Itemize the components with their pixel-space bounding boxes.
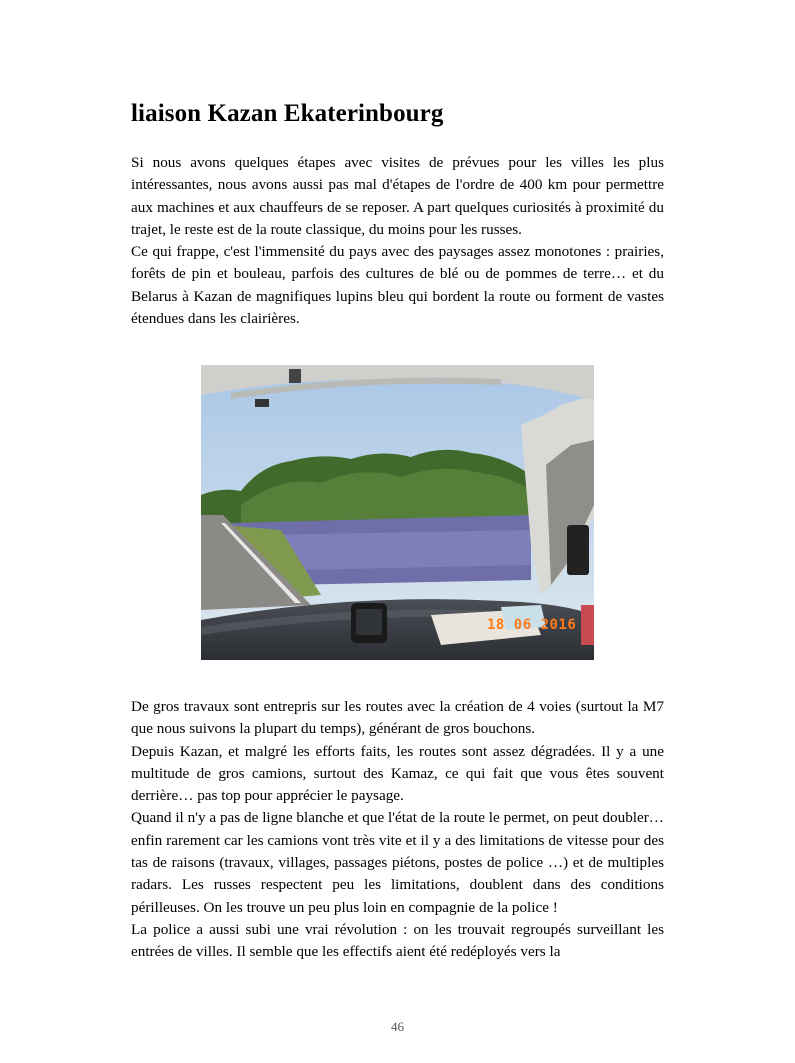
page-number: 46 (391, 1019, 404, 1034)
paragraph: Quand il n'y a pas de ligne blanche et que l'état de la route le permet, on peut doubler… enfin rarement car les camions vont très vite et il y a des limitations de vitesse pour des tas de raisons (travaux, villages, passages piétons, postes de police …) et de multiples radars. Les russes respectent peu les limitations, doublent dans des conditions périlleuses. On les trouve un peu plus loin en compagnie de la police ! (131, 809, 664, 916)
paragraph: De gros travaux sont entrepris sur les routes avec la création de 4 voies (surtout la M7 que nous suivons la plupart du temps), générant de gros bouchons. (131, 698, 664, 738)
paragraph: La police a aussi subi une vrai révolution : on les trouvait regroupés surveillant les entrées de villes. Il semble que les effectifs aient été redéployés vers la (131, 920, 664, 961)
paragraph: Depuis Kazan, et malgré les efforts faits, les routes sont assez dégradées. Il y a une multitude de gros camions, surtout des Kamaz, ce qui fait que vous êtes souvent derrière… pas top pour apprécier le paysage. (131, 742, 664, 805)
text-block-top (131, 152, 664, 330)
paragraph: Ce qui frappe, c'est l'immensité du pays avec des paysages assez monotones : prairies, forêts de pin et bouleau, parfois des cultures de blé ou de pommes de terre… et du Belarus à Kazan de magnifiques lupins bleu qui bordent la route ou forment de vastes étendues dans les clairières. (131, 243, 664, 328)
photo-date-stamp: 18 06 2016 (487, 617, 577, 633)
page-title: liaison Kazan Ekaterinbourg (131, 100, 444, 127)
text-block-bottom (131, 696, 664, 964)
road-photo (201, 365, 594, 660)
paragraph: Si nous avons quelques étapes avec visites de prévues pour les villes les plus intéressantes, nous avons aussi pas mal d'étapes de l'ordre de 400 km pour permettre aux machines et aux chauffeurs de se reposer. A part quelques curiosités à proximité du trajet, le reste est de la route classique, du moins pour les russes. (131, 154, 664, 238)
windshield-view-illustration (201, 365, 594, 660)
